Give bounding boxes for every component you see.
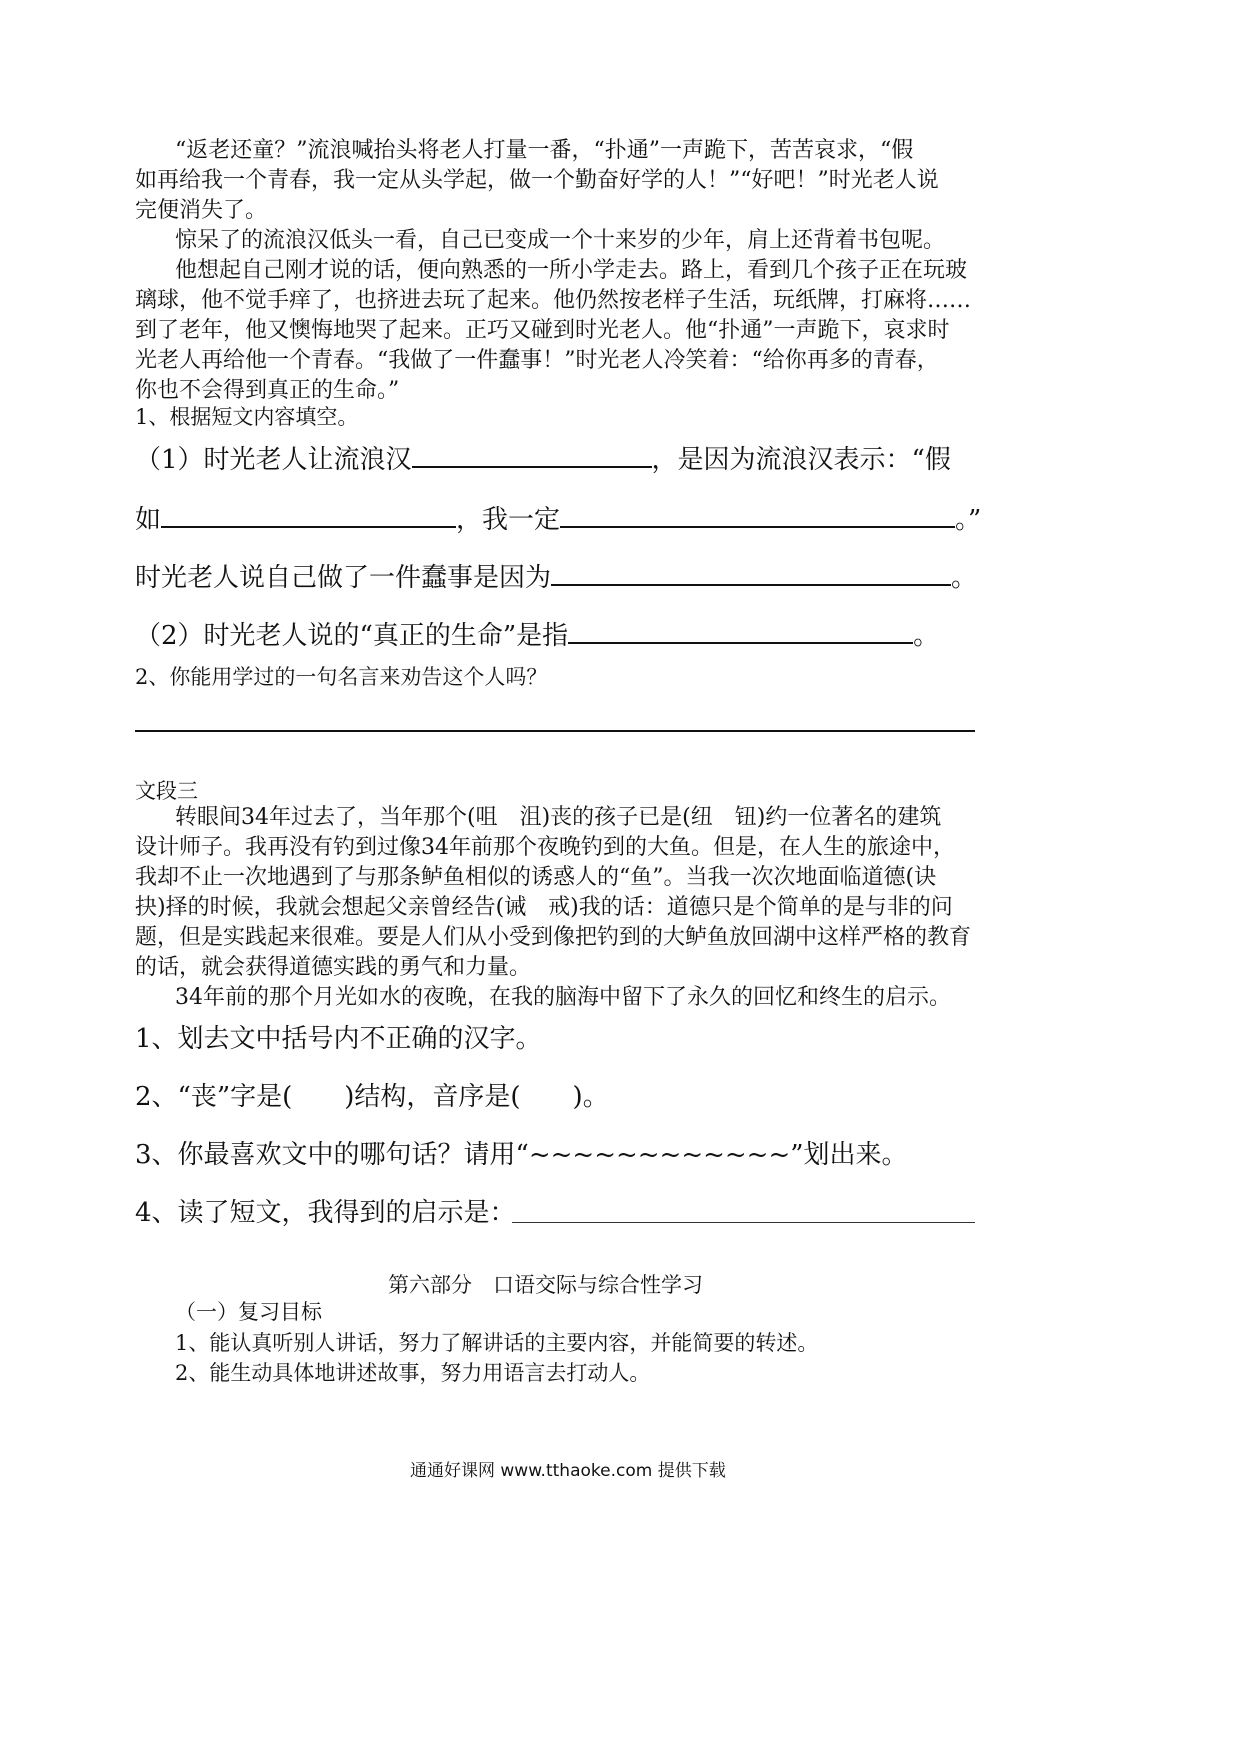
passage2-para3-line5: 你也不会得到真正的生命。”	[135, 378, 400, 403]
question-1-2-row	[135, 616, 939, 653]
answer-blank-1[interactable]	[412, 440, 652, 468]
question-1-1-row1	[135, 440, 951, 477]
passage3-line2: 设计师子。我再没有钓到过像34年前那个夜晚钓到的大鱼。但是，在人生的旅途中，	[135, 835, 955, 860]
answer-line-q4[interactable]	[512, 1222, 975, 1223]
passage3-question-2: 2、“丧”字是( )结构，音序是( )。	[135, 1082, 609, 1112]
passage3-heading: 文段三	[135, 779, 198, 803]
question-1-1-text-e: 。”	[955, 505, 982, 535]
passage2-para2: 惊呆了的流浪汉低头一看，自己已变成一个十来岁的少年，肩上还背着书包呢。	[175, 228, 946, 253]
passage2-para3-line3: 到了老年，他又懊悔地哭了起来。正巧又碰到时光老人。他“扑通”一声跪下，哀求时	[135, 318, 950, 343]
question-1-1-text-c: 如	[135, 505, 162, 535]
passage3-question-4-row	[135, 1196, 516, 1230]
question-1-1-text-d: ，我一定	[456, 505, 561, 535]
part6-subtitle: （一）复习目标	[175, 1300, 322, 1324]
question-1-1-text-a: （1）时光老人让流浪汉	[135, 445, 412, 475]
answer-blank-4[interactable]	[551, 558, 951, 586]
question-1-1-text-f: 时光老人说自己做了一件蠢事是因为	[135, 563, 552, 593]
question-2-title: 2、你能用学过的一句名言来劝告这个人吗？	[135, 665, 548, 689]
passage3-question-4-text: 4、读了短文，我得到的启示是：	[135, 1198, 516, 1228]
question-1-1-text-b: ，是因为流浪汉表示：“假	[651, 445, 951, 475]
passage2-para3-line2: 璃球，他不觉手痒了，也挤进去玩了起来。他仍然按老样子生活，玩纸牌，打麻将……	[135, 288, 972, 313]
passage3-line5: 题，但是实践起来很难。要是人们从小受到像把钓到的大鲈鱼放回湖中这样严格的教育	[135, 925, 972, 950]
part6-item-1: 1、能认真听别人讲话，努力了解讲话的主要内容，并能简要的转述。	[175, 1331, 819, 1355]
question-1-1-row3	[135, 558, 977, 595]
passage3-line6: 的话，就会获得道德实践的勇气和力量。	[135, 955, 532, 980]
passage3-line4: 抉)择的时候，我就会想起父亲曾经告(诫 戒)我的话：道德只是个简单的是与非的问	[135, 895, 953, 920]
passage2-para3-line1: 他想起自己刚才说的话，便向熟悉的一所小学走去。路上，看到几个孩子正在玩玻	[175, 258, 968, 283]
question-1-1-text-g: 。	[951, 563, 978, 593]
passage3-line7: 34年前的那个月光如水的夜晚，在我的脑海中留下了永久的回忆和终生的启示。	[175, 985, 951, 1010]
passage2-para1-line3: 完便消失了。	[135, 198, 268, 223]
question-1-2-text-b: 。	[913, 621, 940, 651]
answer-blank-2[interactable]	[161, 500, 456, 528]
page-footer: 通通好课网 www.tthaoke.com 提供下载	[410, 1461, 726, 1481]
passage2-para3-line4: 光老人再给他一个青春。“我做了一件蠢事！”时光老人冷笑着：“给你再多的青春，	[135, 348, 939, 373]
answer-line-q2[interactable]	[135, 730, 975, 732]
passage3-line3: 我却不止一次地遇到了与那条鲈鱼相似的诱惑人的“鱼”。当我一次次地面临道德(诀	[135, 865, 937, 890]
part6-title: 第六部分 口语交际与综合性学习	[388, 1273, 703, 1297]
passage2-para1-line2: 如再给我一个青春，我一定从头学起，做一个勤奋好学的人！”“好吧！”时光老人说	[135, 168, 939, 193]
answer-blank-5[interactable]	[568, 616, 913, 644]
passage3-question-3: 3、你最喜欢文中的哪句话？请用“~~~~~~~~~~~~”划出来。	[135, 1140, 908, 1170]
passage2-para1-line1: “返老还童？”流浪喊抬头将老人打量一番，“扑通”一声跪下，苦苦哀求，“假	[175, 138, 914, 163]
question-1-title: 1、根据短文内容填空。	[135, 405, 359, 429]
answer-blank-3[interactable]	[560, 500, 955, 528]
passage3-line1: 转眼间34年过去了，当年那个(咀 沮)丧的孩子已是(纽 钮)约一位著名的建筑	[175, 805, 942, 830]
question-1-1-row2	[135, 500, 981, 537]
question-1-2-text-a: （2）时光老人说的“真正的生命”是指	[135, 621, 569, 651]
part6-item-2: 2、能生动具体地讲述故事，努力用语言去打动人。	[175, 1361, 651, 1385]
passage3-question-1: 1、划去文中括号内不正确的汉字。	[135, 1024, 542, 1054]
